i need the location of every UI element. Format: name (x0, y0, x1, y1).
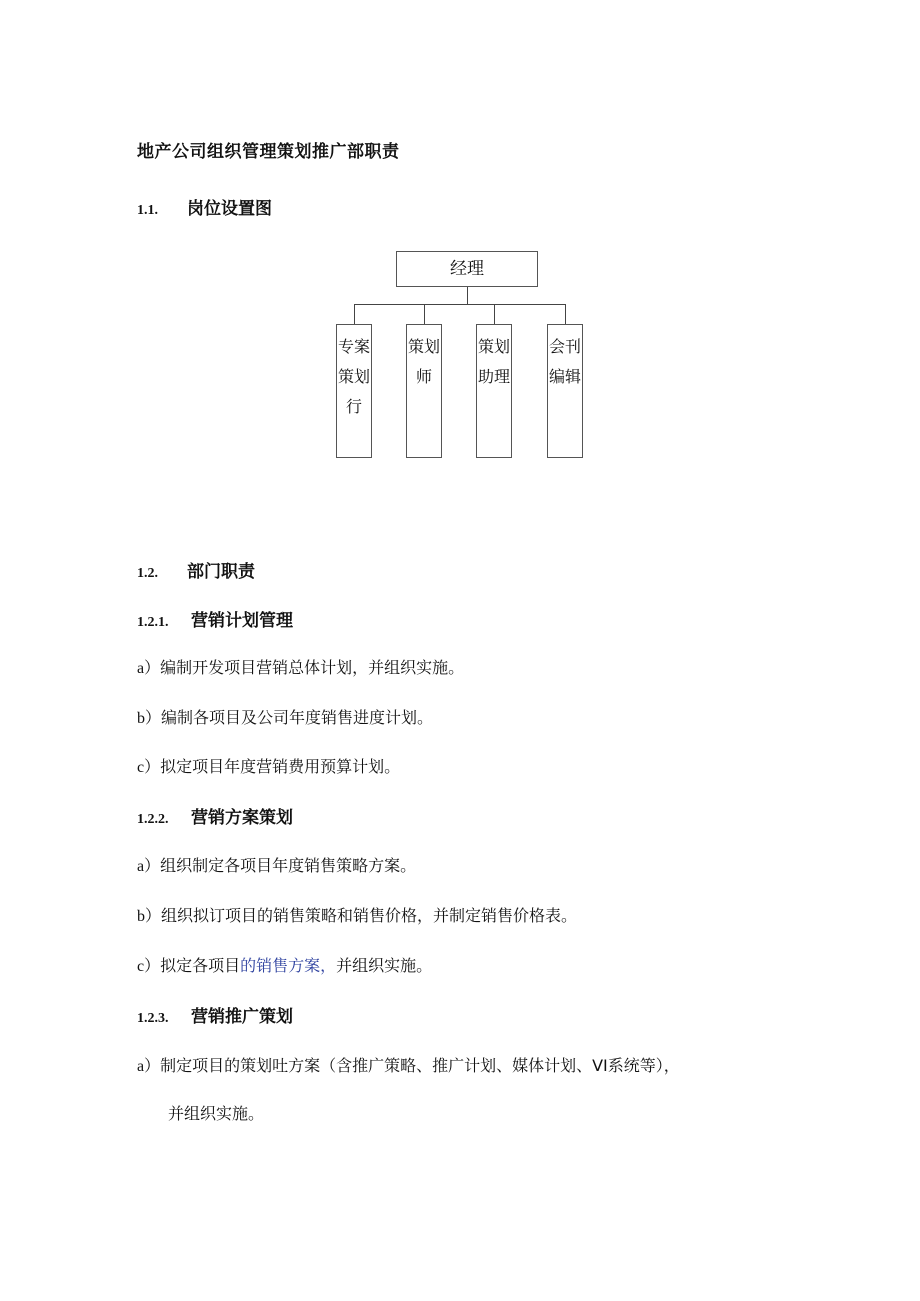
section-number: 1.2.1. (137, 615, 169, 630)
hyperlink-sales-plan[interactable]: 的销售方案， (240, 956, 337, 975)
list-item (137, 655, 464, 678)
section-number: 1.1. (137, 203, 158, 218)
connector-line (354, 304, 566, 305)
org-node-label: 会刊编辑 (548, 337, 581, 386)
list-text: 制定项目的策划吐方案（含推广策略、推广计划、媒体计划、VI系统等）， (160, 1056, 680, 1075)
list-item-continuation: 并组织实施。 (168, 1104, 265, 1123)
org-node-label: 专案策划行 (337, 337, 370, 416)
connector-line (354, 304, 355, 324)
list-item (137, 1053, 680, 1076)
list-marker: a） (137, 660, 161, 677)
org-node-project-planner (336, 324, 372, 458)
list-text: 拟定项目年度营销费用预算计划。 (160, 757, 401, 776)
section-number: 1.2.2. (137, 812, 169, 827)
list-marker: b） (137, 710, 162, 727)
section-heading-1-2-3 (137, 1002, 293, 1027)
section-title: 岗位设置图 (187, 199, 272, 219)
list-text: 组织制定各项目年度销售策略方案。 (160, 856, 417, 875)
list-marker: a） (137, 858, 161, 875)
org-node-planner (406, 324, 442, 458)
list-marker: b） (137, 908, 162, 925)
list-text: 并组织实施。 (336, 956, 433, 975)
section-heading-1-2 (137, 557, 255, 582)
section-title: 营销推广策划 (191, 1007, 293, 1027)
connector-line (467, 287, 468, 305)
org-node-label: 策划师 (407, 337, 440, 386)
connector-line (494, 304, 495, 324)
list-text: 拟定各项目 (160, 956, 241, 975)
list-item (137, 705, 433, 728)
list-marker: c） (137, 958, 161, 975)
list-text: 编制开发项目营销总体计划，并组织实施。 (160, 658, 465, 677)
section-heading-1-2-1 (137, 606, 293, 631)
connector-line (565, 304, 566, 324)
section-heading-1-2-2 (137, 803, 293, 828)
list-marker: c） (137, 759, 161, 776)
section-heading-1-1 (137, 194, 272, 219)
list-item (137, 953, 432, 976)
connector-line (424, 304, 425, 324)
section-number: 1.2. (137, 566, 158, 581)
list-text: 组织拟订项目的销售策略和销售价格，并制定销售价格表。 (161, 906, 578, 925)
document-title: 地产公司组织管理策划推广部职责 (137, 142, 400, 162)
list-text: 编制各项目及公司年度销售进度计划。 (161, 708, 434, 727)
list-item (137, 754, 400, 777)
list-item (137, 853, 416, 876)
org-node-label: 策划助理 (477, 337, 510, 386)
list-item (137, 903, 577, 926)
section-title: 营销方案策划 (191, 808, 293, 828)
section-title: 部门职责 (187, 562, 255, 582)
org-node-journal-editor (547, 324, 583, 458)
org-root-manager: 经理 (396, 251, 538, 287)
org-node-planning-assistant (476, 324, 512, 458)
section-title: 营销计划管理 (191, 611, 293, 631)
section-number: 1.2.3. (137, 1011, 169, 1026)
list-marker: a） (137, 1058, 161, 1075)
